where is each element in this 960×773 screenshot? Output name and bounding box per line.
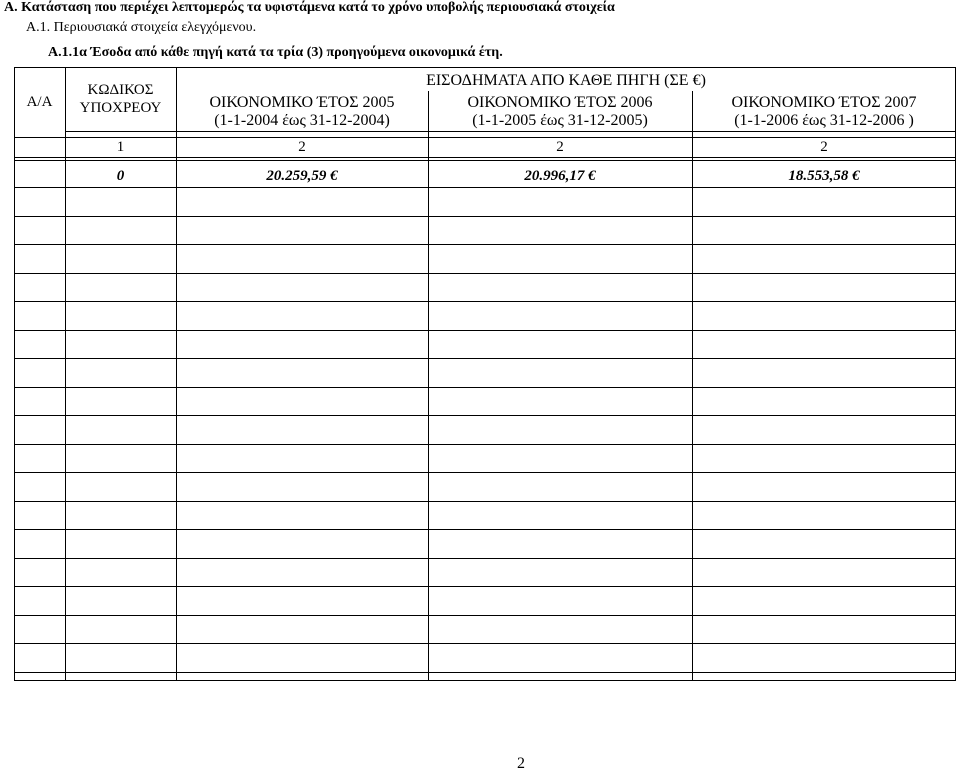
income-table xyxy=(14,67,956,681)
table-rule xyxy=(14,273,956,274)
year-2007-title: ΟΙΚΟΝΟΜΙΚΟ ΈΤΟΣ 2007 xyxy=(731,94,917,111)
table-caption: Α.1.1α Έσοδα από κάθε πηγή κατά τα τρία (3) προηγούμενα οικονομικά έτη. xyxy=(48,45,503,60)
numbering-cell: 2 xyxy=(298,139,306,155)
year-2005-header xyxy=(176,91,428,133)
table-rule xyxy=(14,643,956,644)
table-rule xyxy=(14,330,956,331)
income-2006-cell: 20.996,17 € xyxy=(524,168,596,184)
numbering-cell: 1 xyxy=(116,139,125,155)
income-2007-cell: 18.553,58 € xyxy=(788,168,860,184)
table-rule xyxy=(14,444,956,445)
table-rule xyxy=(14,160,956,161)
table-rule xyxy=(14,216,956,217)
table-rule xyxy=(14,615,956,616)
table-rule xyxy=(14,358,956,359)
col-code-line1: ΚΩΔΙΚΟΣ xyxy=(87,82,154,98)
page-number: 2 xyxy=(517,755,525,772)
table-rule xyxy=(14,387,956,388)
numbering-cell: 2 xyxy=(556,139,564,155)
section-title: Α. Κατάσταση που περιέχει λεπτομερώς τα υφιστάμενα κατά το χρόνο υποβολής περιουσιακά στοιχεία xyxy=(4,0,615,15)
subsection-title: Α.1. Περιουσιακά στοιχεία ελεγχόμενου. xyxy=(26,20,257,35)
year-2005-title: ΟΙΚΟΝΟΜΙΚΟ ΈΤΟΣ 2005 xyxy=(209,94,395,111)
year-2006-title: ΟΙΚΟΝΟΜΙΚΟ ΈΤΟΣ 2006 xyxy=(467,94,653,111)
year-2005-period: (1-1-2004 έως 31-12-2004) xyxy=(214,112,390,129)
table-rule xyxy=(14,472,956,473)
table-rule xyxy=(14,244,956,245)
table-rule xyxy=(14,586,956,587)
income-2005-cell: 20.259,59 € xyxy=(266,168,338,184)
table-rule xyxy=(14,137,956,138)
year-2006-header xyxy=(428,91,692,133)
table-rule xyxy=(14,67,956,68)
table-rule xyxy=(14,529,956,530)
table-rule xyxy=(14,558,956,559)
data-code-cell: 0 xyxy=(116,168,125,184)
table-rule xyxy=(14,157,956,158)
table-rule xyxy=(14,672,956,673)
year-2007-period: (1-1-2006 έως 31-12-2006 ) xyxy=(734,112,914,129)
col-code-line2: ΥΠΟΧΡΕΟΥ xyxy=(79,100,162,116)
year-2006-period: (1-1-2005 έως 31-12-2005) xyxy=(472,112,648,129)
col-code-header xyxy=(65,67,176,131)
numbering-cell: 2 xyxy=(820,139,828,155)
year-2007-header xyxy=(692,91,956,133)
col-aa-header: Α/Α xyxy=(26,94,53,110)
table-rule xyxy=(14,301,956,302)
table-rule xyxy=(65,131,956,132)
table-rule xyxy=(14,680,956,681)
group-header: ΕΙΣΟΔΗΜΑΤΑ ΑΠΟ ΚΑΘΕ ΠΗΓΗ (ΣΕ €) xyxy=(426,72,706,89)
table-rule xyxy=(14,415,956,416)
table-rule xyxy=(14,187,956,188)
table-rule xyxy=(14,501,956,502)
